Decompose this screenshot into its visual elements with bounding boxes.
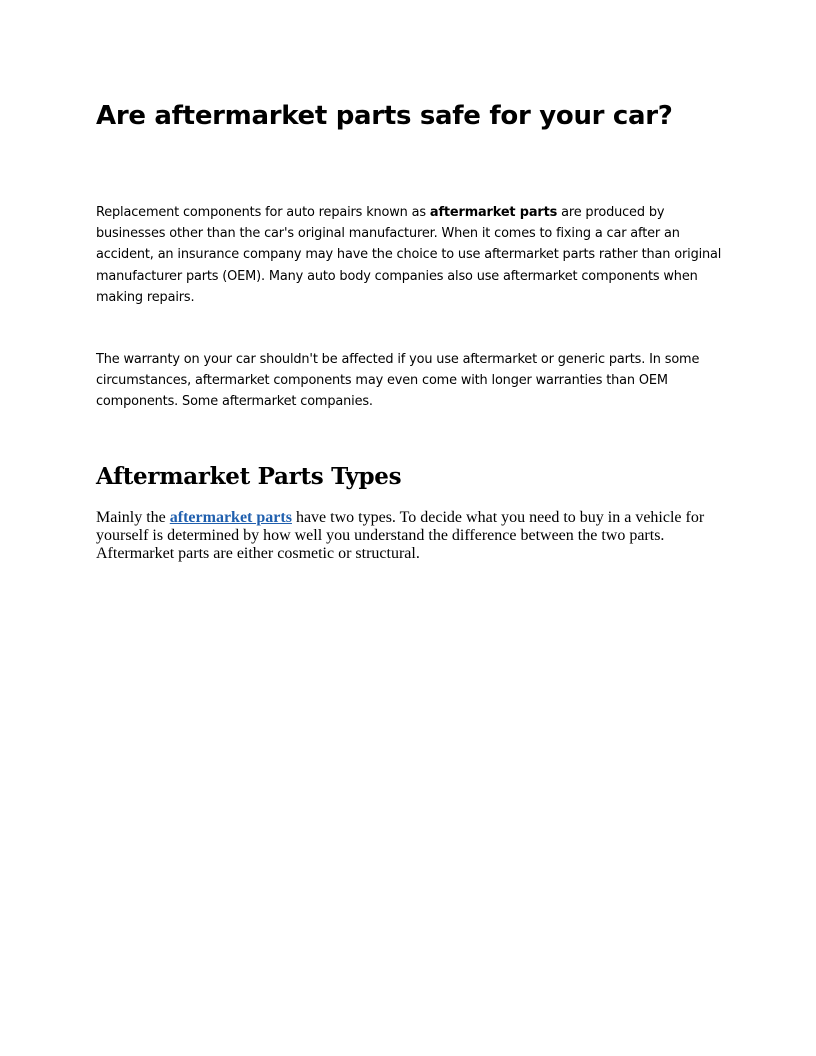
- intro-paragraph: [96, 202, 726, 308]
- intro-paragraph-text-after: are produced by businesses other than the car's original manufacturer. When it comes to fixing a car after an accident, an insurance company may have the choice to use aftermarket parts rather than original manufacturer parts (OEM). Many auto body companies also use aftermarket components when making repairs.: [96, 205, 722, 305]
- aftermarket-parts-link[interactable]: aftermarket parts: [169, 509, 292, 526]
- section-heading: Aftermarket Parts Types: [96, 463, 402, 490]
- section-paragraph-text-before: Mainly the: [96, 509, 170, 526]
- warranty-paragraph: The warranty on your car shouldn't be affected if you use aftermarket or generic parts. In some circumstances, aftermarket components may even come with longer warranties than OEM components. Some aftermarket companies.: [96, 352, 700, 410]
- intro-paragraph-bold-term: aftermarket parts: [429, 205, 558, 220]
- intro-paragraph-text-before: Replacement components for auto repairs known as: [96, 205, 430, 220]
- page-title: Are aftermarket parts safe for your car?: [96, 101, 673, 131]
- section-paragraph: [96, 509, 726, 564]
- section-paragraph-text-after: have two types. To decide what you need to buy in a vehicle for yourself is determined by how well you understand the difference between the two parts. Aftermarket parts are either cosmetic or structural.: [96, 509, 705, 563]
